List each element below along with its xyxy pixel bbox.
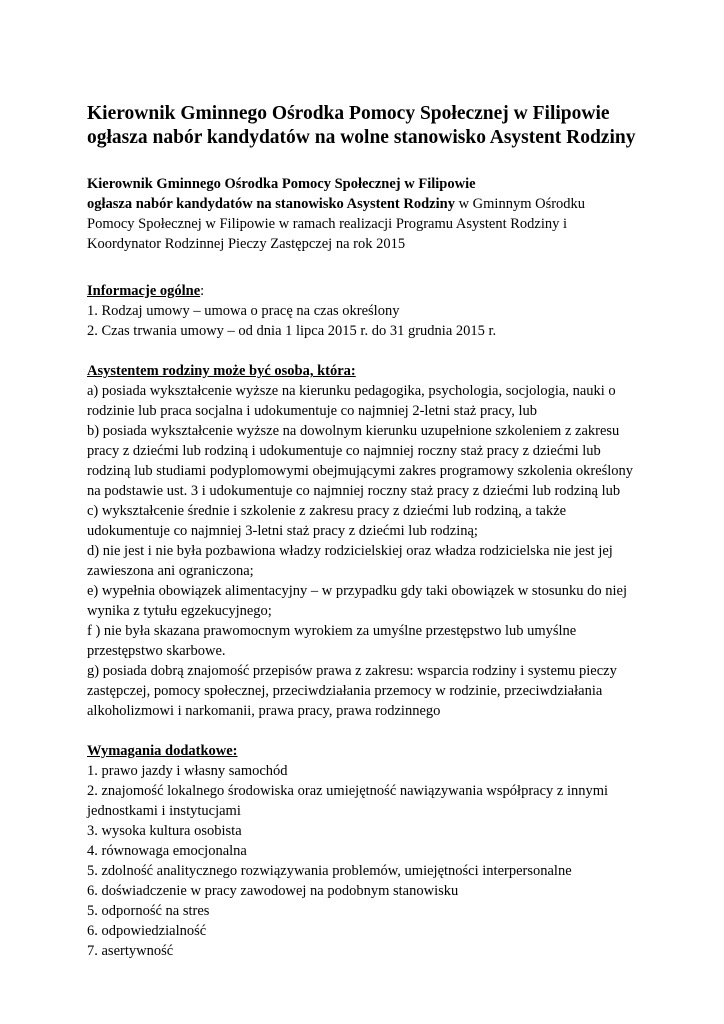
general-info-section <box>87 281 647 341</box>
additional-requirement-line: 6. doświadczenie w pracy zawodowej na podobnym stanowisku <box>87 883 459 899</box>
eligibility-line: a) posiada wykształcenie wyższe na kierunku pedagogika, psychologia, socjologia, nauki o <box>87 383 616 399</box>
title-line-2: ogłasza nabór kandydatów na wolne stanowisko Asystent Rodziny <box>87 127 636 148</box>
eligibility-line: na podstawie ust. 3 i udokumentuje co najmniej roczny staż pracy z dziećmi lub rodziną lub <box>87 483 621 499</box>
general-info-item: 2. Czas trwania umowy – od dnia 1 lipca 2015 r. do 31 grudnia 2015 r. <box>87 323 497 339</box>
eligibility-line: rodziną lub studiami podyplomowymi obejmującymi zakres programowy szkolenia określony <box>87 463 634 479</box>
additional-requirement-line: 2. znajomość lokalnego środowiska oraz umiejętność nawiązywania współpracy z innymi <box>87 783 609 799</box>
intro-bold-line-1: Kierownik Gminnego Ośrodka Pomocy Społecznej w Filipowie <box>87 176 476 192</box>
additional-requirement-line: 7. asertywność <box>87 943 174 959</box>
eligibility-line: alkoholizmowi i narkomanii, prawa pracy, prawa rodzinnego <box>87 703 441 719</box>
eligibility-heading: Asystentem rodziny może być osoba, która: <box>87 363 356 379</box>
general-info-heading: Informacje ogólne <box>87 283 201 299</box>
intro-paragraph <box>87 174 647 254</box>
eligibility-line: g) posiada dobrą znajomość przepisów prawa z zakresu: wsparcia rodziny i systemu pieczy <box>87 663 617 679</box>
eligibility-line: d) nie jest i nie była pozbawiona władzy rodzicielskiej oraz władza rodzicielska nie jest jej <box>87 543 613 559</box>
intro-bold-line-2: ogłasza nabór kandydatów na stanowisko Asystent Rodziny <box>87 196 455 212</box>
intro-line-3: Pomocy Społecznej w Filipowie w ramach realizacji Programu Asystent Rodziny i <box>87 216 568 232</box>
additional-requirement-line: 5. zdolność analitycznego rozwiązywania problemów, umiejętności interpersonalne <box>87 863 572 879</box>
eligibility-line: f ) nie była skazana prawomocnym wyrokiem za umyślne przestępstwo lub umyślne <box>87 623 577 639</box>
general-info-item: 1. Rodzaj umowy – umowa o pracę na czas określony <box>87 303 400 319</box>
eligibility-line: udokumentuje co najmniej 3-letni staż pracy z dziećmi lub rodziną; <box>87 523 478 539</box>
general-info-heading-colon: : <box>200 283 205 299</box>
eligibility-line: zawieszona ani ograniczona; <box>87 563 254 579</box>
eligibility-line: e) wypełnia obowiązek alimentacyjny – w przypadku gdy taki obowiązek w stosunku do niej <box>87 583 627 599</box>
eligibility-line: wynika z tytułu egzekucyjnego; <box>87 603 272 619</box>
additional-requirement-line: 4. równowaga emocjonalna <box>87 843 247 859</box>
eligibility-line: c) wykształcenie średnie i szkolenie z zakresu pracy z dziećmi lub rodziną, a także <box>87 503 567 519</box>
additional-requirement-line: 3. wysoka kultura osobista <box>87 823 242 839</box>
eligibility-line: b) posiada wykształcenie wyższe na dowolnym kierunku uzupełnione szkoleniem z zakresu <box>87 423 620 439</box>
eligibility-section <box>87 361 647 721</box>
additional-requirement-line: 5. odporność na stres <box>87 903 210 919</box>
intro-line-4: Koordynator Rodzinnej Pieczy Zastępczej na rok 2015 <box>87 236 406 252</box>
eligibility-line: rodzinie lub praca socjalna i udokumentuje co najmniej 2-letni staż pracy, lub <box>87 403 538 419</box>
additional-requirement-line: jednostkami i instytucjami <box>87 803 241 819</box>
eligibility-line: przestępstwo skarbowe. <box>87 643 226 659</box>
document-title <box>87 102 647 150</box>
eligibility-line: zastępczej, pomocy społecznej, przeciwdziałania przemocy w rodzinie, przeciwdziałania <box>87 683 603 699</box>
additional-requirement-line: 6. odpowiedzialność <box>87 923 207 939</box>
additional-requirements-section <box>87 741 647 961</box>
eligibility-line: pracy z dziećmi lub rodziną i udokumentuje co najmniej roczny staż pracy z dziećmi lub <box>87 443 601 459</box>
additional-requirements-heading: Wymagania dodatkowe: <box>87 743 238 759</box>
additional-requirement-line: 1. prawo jazdy i własny samochód <box>87 763 288 779</box>
intro-line-2-rest: w Gminnym Ośrodku <box>454 196 586 212</box>
title-line-1: Kierownik Gminnego Ośrodka Pomocy Społecznej w Filipowie <box>87 103 610 124</box>
document-page <box>87 102 647 961</box>
